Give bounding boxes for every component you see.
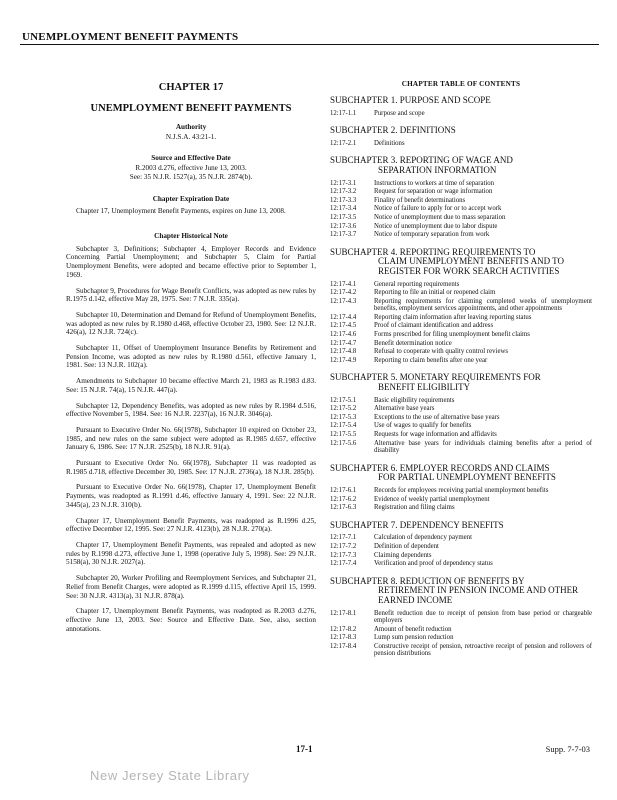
toc-entry	[330, 140, 592, 148]
section-title: General reporting requirements	[374, 280, 460, 288]
source-text	[66, 164, 316, 182]
section-number: 12:17-5.4	[330, 422, 357, 430]
section-title: Requests for wage information and affidavits	[374, 431, 497, 438]
subchapter-heading	[330, 156, 592, 175]
section-title: Constructive receipt of pension, retroactive receipt of pension and rollovers of pension distributions	[374, 642, 592, 658]
toc-entry	[330, 543, 592, 551]
subchapter-heading-text: SUBCHAPTER 5. MONETARY REQUIREMENTS FOR	[330, 372, 541, 383]
toc-entry	[330, 298, 592, 313]
library-stamp: New Jersey State Library	[90, 768, 250, 783]
section-title: Definition of dependent	[374, 542, 439, 550]
toc-subchapter	[330, 577, 592, 658]
historical-note-paragraph: Pursuant to Executive Order No. 66(1978), Chapter 17, Unemployment Benefit Payments, was readopted as R.1991 d.46, effective January 4, 1991. See: 22 N.J.R. 3445(a), 23 N.J.R. 310(b).	[66, 483, 316, 509]
section-title: Notice of failure to apply for or to accept work	[374, 205, 502, 213]
toc-entry	[330, 397, 592, 405]
running-head: UNEMPLOYMENT BENEFIT PAYMENTS	[22, 31, 239, 43]
section-title: Records for employees receiving partial unemployment benefits	[374, 486, 549, 494]
section-title: Benefit reduction due to receipt of pension from base period or chargeable employers	[374, 609, 592, 625]
subchapter-heading-text: SUBCHAPTER 3. REPORTING OF WAGE AND	[330, 155, 513, 166]
subchapter-heading	[330, 126, 592, 136]
section-title: Basic eligibility requirements	[374, 396, 455, 404]
toc-entry	[330, 205, 592, 213]
section-number: 12:17-4.8	[330, 348, 357, 356]
toc-entry	[330, 214, 592, 222]
section-number: 12:17-5.1	[330, 396, 357, 404]
section-title: Alternative base years for individuals claiming benefits after a period of disability	[374, 439, 592, 455]
section-title: Lump sum pension reduction	[374, 634, 454, 642]
subchapter-heading-continued: BENEFIT ELIGIBILITY	[378, 382, 471, 393]
historical-notes	[66, 245, 316, 634]
subchapter-heading	[330, 577, 592, 606]
toc-subchapter	[330, 521, 592, 568]
toc-entry-list	[330, 487, 592, 512]
toc-entry	[330, 197, 592, 205]
section-title: Benefit determination notice	[374, 339, 452, 347]
toc-subchapter	[330, 373, 592, 454]
historical-note-paragraph: Pursuant to Executive Order No. 66(1978), Subchapter 11 was readopted as R.1985 d.718, effective December 30, 1985. See: 17 N.J.R. 2736(a), 18 N.J.R. 285(b).	[66, 459, 316, 476]
section-number: 12:17-1.1	[330, 109, 357, 117]
expiration-text: Chapter 17, Unemployment Benefit Payments, expires on June 13, 2008.	[76, 207, 286, 215]
toc-entry-list	[330, 281, 592, 365]
section-title: Notice of unemployment due to mass separation	[374, 213, 506, 221]
section-number: 12:17-4.4	[330, 313, 357, 321]
toc-entry-list	[330, 140, 592, 148]
toc-subchapter	[330, 464, 592, 512]
toc-entry	[330, 322, 592, 330]
toc-entry	[330, 431, 592, 439]
toc-entry	[330, 180, 592, 188]
toc-entry	[330, 634, 592, 642]
section-title: Reporting requirements for claiming completed weeks of unemployment benefits, employment services appointments, and other appointments	[374, 297, 592, 313]
section-number: 12:17-5.3	[330, 413, 357, 421]
toc-entry	[330, 414, 592, 422]
section-number: 12:17-7.4	[330, 560, 357, 568]
toc-entry	[330, 487, 592, 495]
section-title: Evidence of weekly partial unemployment	[374, 495, 490, 503]
section-number: 12:17-3.2	[330, 188, 357, 196]
section-title: Registration and filing claims	[374, 504, 455, 512]
section-title: Refusal to cooperate with quality control reviews	[374, 348, 509, 356]
authority-text: N.J.S.A. 43:21-1.	[165, 133, 217, 141]
chapter-title: UNEMPLOYMENT BENEFIT PAYMENTS	[90, 103, 292, 114]
section-title: Claiming dependents	[374, 551, 432, 559]
toc-entry	[330, 643, 592, 658]
historical-note-paragraph: Subchapter 9, Procedures for Wage Benefit Conflicts, was adopted as new rules by R.1975 d.142, effective May 28, 1975. See: 7 N.J.R. 335(a).	[66, 286, 316, 304]
toc-entry	[330, 231, 592, 239]
toc-subchapter	[330, 96, 592, 117]
toc-entry-list	[330, 397, 592, 455]
historical-note-paragraph: Chapter 17, Unemployment Benefit Payments, was readopted as R.2003 d.276, effective June 13, 2003. See: Source and Effective Date. See, also, section annotations.	[66, 607, 316, 633]
subchapter-heading-text: SUBCHAPTER 6. EMPLOYER RECORDS AND CLAIMS	[330, 462, 550, 473]
section-title: Alternative base years	[374, 405, 435, 413]
historical-note-paragraph: Amendments to Subchapter 10 became effective March 21, 1983 as R.1983 d.83. See: 15 N.J.R. 74(a), 15 N.J.R. 447(a).	[66, 377, 316, 394]
toc-entry	[330, 534, 592, 542]
section-title: Verification and proof of dependency status	[374, 560, 493, 568]
historical-note-paragraph: Pursuant to Executive Order No. 66(1978), Subchapter 10 expired on October 23, 1985, and new rules on the same subject were adopted as R.1985 d.657, effective January 6, 1986. See: 17 N.J.R. 2525(b), 18 N.J.R. 91(a).	[66, 425, 316, 452]
historical-note-paragraph: Chapter 17, Unemployment Benefit Payments, was readopted as R.1996 d.25, effective December 12, 1995. See: 27 N.J.R. 4123(b), 28 N.J.R. 270(a).	[66, 516, 316, 534]
toc-entry	[330, 357, 592, 365]
toc-entry	[330, 348, 592, 356]
subchapter-heading-text: SUBCHAPTER 7. DEPENDENCY BENEFITS	[330, 519, 504, 530]
source-line: See: 35 N.J.R. 1527(a), 35 N.J.R. 2874(b).	[129, 173, 253, 181]
table-of-contents	[330, 96, 592, 658]
section-number: 12:17-2.1	[330, 139, 357, 147]
section-number: 12:17-5.2	[330, 405, 357, 413]
source-heading: Source and Effective Date	[151, 154, 231, 162]
historical-note-heading: Chapter Historical Note	[154, 231, 228, 240]
subchapter-heading-text: SUBCHAPTER 4. REPORTING REQUIREMENTS TO	[330, 246, 536, 257]
toc-entry	[330, 422, 592, 430]
section-title: Calculation of dependency payment	[374, 534, 472, 542]
subchapter-heading-text: SUBCHAPTER 1. PURPOSE AND SCOPE	[330, 95, 491, 105]
toc-entry	[330, 560, 592, 568]
toc-entry	[330, 314, 592, 322]
section-number: 12:17-3.6	[330, 222, 357, 230]
toc-entry	[330, 110, 592, 118]
subchapter-heading	[330, 464, 592, 483]
section-number: 12:17-4.7	[330, 339, 357, 347]
toc-subchapter	[330, 248, 592, 365]
section-title: Finality of benefit determinations	[374, 196, 466, 204]
section-number: 12:17-4.6	[330, 331, 357, 339]
toc-entry	[330, 331, 592, 339]
section-number: 12:17-4.2	[330, 289, 357, 297]
section-title: Instructions to workers at time of separation	[374, 179, 495, 187]
section-number: 12:17-6.1	[330, 486, 357, 494]
subchapter-heading	[330, 96, 592, 106]
toc-entry-list	[330, 110, 592, 118]
supplement-date: Supp. 7-7-03	[545, 744, 590, 754]
toc-entry	[330, 440, 592, 455]
section-title: Notice of temporary separation from work	[374, 231, 490, 239]
toc-entry	[330, 281, 592, 289]
section-number: 12:17-6.2	[330, 495, 357, 503]
section-title: Proof of claimant identification and address	[374, 322, 494, 330]
section-number: 12:17-8.4	[330, 642, 357, 650]
toc-subchapter	[330, 156, 592, 238]
toc-entry	[330, 504, 592, 512]
toc-entry	[330, 188, 592, 196]
page-number: 17-1	[296, 744, 313, 754]
subchapter-heading-continued: FOR PARTIAL UNEMPLOYMENT BENEFITS	[378, 472, 556, 483]
section-title: Reporting claim information after leaving reporting status	[374, 313, 532, 321]
subchapter-heading	[330, 373, 592, 392]
section-number: 12:17-4.9	[330, 356, 357, 364]
section-number: 12:17-3.1	[330, 179, 357, 187]
section-number: 12:17-3.4	[330, 205, 357, 213]
subchapter-heading-continued: SEPARATION INFORMATION	[378, 164, 497, 175]
subchapter-heading	[330, 248, 592, 277]
expiration-heading: Chapter Expiration Date	[152, 195, 230, 203]
toc-entry	[330, 289, 592, 297]
subchapter-heading-continued: RETIREMENT IN PENSION INCOME AND OTHER EARNED INCOME	[378, 585, 579, 605]
toc-entry	[330, 626, 592, 634]
historical-note-paragraph: Subchapter 12, Dependency Benefits, was adopted as new rules by R.1984 d.516, effective November 5, 1984. See: 16 N.J.R. 2237(a), 16 N.J.R. 3046(a).	[66, 401, 316, 419]
section-number: 12:17-4.5	[330, 322, 357, 330]
historical-note-paragraph: Subchapter 20, Worker Profiling and Reemployment Services, and Subchapter 21, Relief from Benefit Charges, were adopted as R.1999 d.115, effective April 15, 1999. See: 30 N.J.R. 4313(a), 31 N.J.R. 878(a).	[66, 574, 316, 600]
toc-subchapter	[330, 126, 592, 147]
authority-heading: Authority	[175, 123, 207, 131]
section-title: Purpose and scope	[374, 109, 425, 117]
section-title: Request for separation or wage information	[374, 188, 493, 196]
subchapter-heading	[330, 521, 592, 531]
toc-entry	[330, 223, 592, 231]
historical-note-paragraph: Subchapter 10, Determination and Demand for Refund of Unemployment Benefits, was adopted as new rules by R.1980 d.468, effective October 23, 1980. See: 12 N.J.R. 426(a), 12 N.J.R. 724(c).	[66, 310, 316, 337]
chapter-number: CHAPTER 17	[158, 82, 224, 93]
section-number: 12:17-7.2	[330, 542, 357, 550]
toc-entry-list	[330, 610, 592, 659]
section-title: Forms prescribed for filing unemployment benefit claims	[374, 331, 530, 339]
section-title: Notice of unemployment due to labor dispute	[374, 222, 498, 230]
source-line: R.2003 d.276, effective June 13, 2003.	[135, 164, 247, 172]
section-number: 12:17-8.1	[330, 609, 357, 617]
subchapter-heading-text: SUBCHAPTER 2. DEFINITIONS	[330, 125, 456, 136]
section-title: Definitions	[374, 139, 405, 147]
left-column	[66, 80, 316, 633]
section-number: 12:17-7.3	[330, 551, 357, 559]
section-number: 12:17-6.3	[330, 504, 357, 512]
section-title: Amount of benefit reduction	[374, 625, 452, 633]
section-number: 12:17-8.3	[330, 634, 357, 642]
toc-entry	[330, 405, 592, 413]
historical-note-paragraph: Subchapter 3, Definitions; Subchapter 4, Employer Records and Evidence Concerning Partial Unemployment; and Subchapter 5, Claim for Partial Unemployment Benefits, were adopted and became effective prior to September 1, 1969.	[66, 244, 316, 279]
section-number: 12:17-5.5	[330, 431, 357, 438]
section-number: 12:17-3.3	[330, 196, 357, 204]
section-title: Exceptions to the use of alternative base years	[374, 413, 500, 421]
section-number: 12:17-8.2	[330, 625, 357, 633]
section-number: 12:17-4.3	[330, 297, 357, 305]
header-rule	[20, 44, 599, 45]
section-title: Reporting to claim benefits after one year	[374, 356, 488, 364]
historical-note-paragraph: Subchapter 11, Offset of Unemployment Insurance Benefits by Retirement and Pension Income, was adopted as new rules by R.1980 d.561, effective January 1, 1981. See: 13 N.J.R. 102(a).	[66, 344, 316, 370]
section-number: 12:17-5.6	[330, 439, 357, 447]
toc-entry	[330, 552, 592, 560]
section-title: Reporting to file an initial or reopened claim	[374, 289, 496, 297]
toc-entry	[330, 610, 592, 625]
historical-note-paragraph: Chapter 17, Unemployment Benefit Payments, was repealed and adopted as new rules by R.1998 d.273, effective June 1, 1998 (operative July 5, 1998). See: 29 N.J.R. 5158(a), 30 N.J.R. 2027(a).	[66, 540, 316, 567]
section-title: Use of wages to qualify for benefits	[374, 422, 472, 430]
section-number: 12:17-7.1	[330, 534, 357, 542]
toc-entry	[330, 340, 592, 348]
subchapter-heading-text: SUBCHAPTER 8. REDUCTION OF BENEFITS BY	[330, 575, 525, 586]
toc-entry	[330, 496, 592, 504]
section-number: 12:17-3.5	[330, 213, 357, 221]
toc-entry-list	[330, 180, 592, 239]
subchapter-heading-continued: CLAIM UNEMPLOYMENT BENEFITS AND TO REGISTER FOR WORK SEARCH ACTIVITIES	[378, 256, 565, 276]
section-number: 12:17-3.7	[330, 231, 357, 239]
toc-entry-list	[330, 534, 592, 567]
toc-heading: CHAPTER TABLE OF CONTENTS	[401, 80, 521, 88]
right-column	[330, 80, 592, 658]
section-number: 12:17-4.1	[330, 280, 357, 288]
